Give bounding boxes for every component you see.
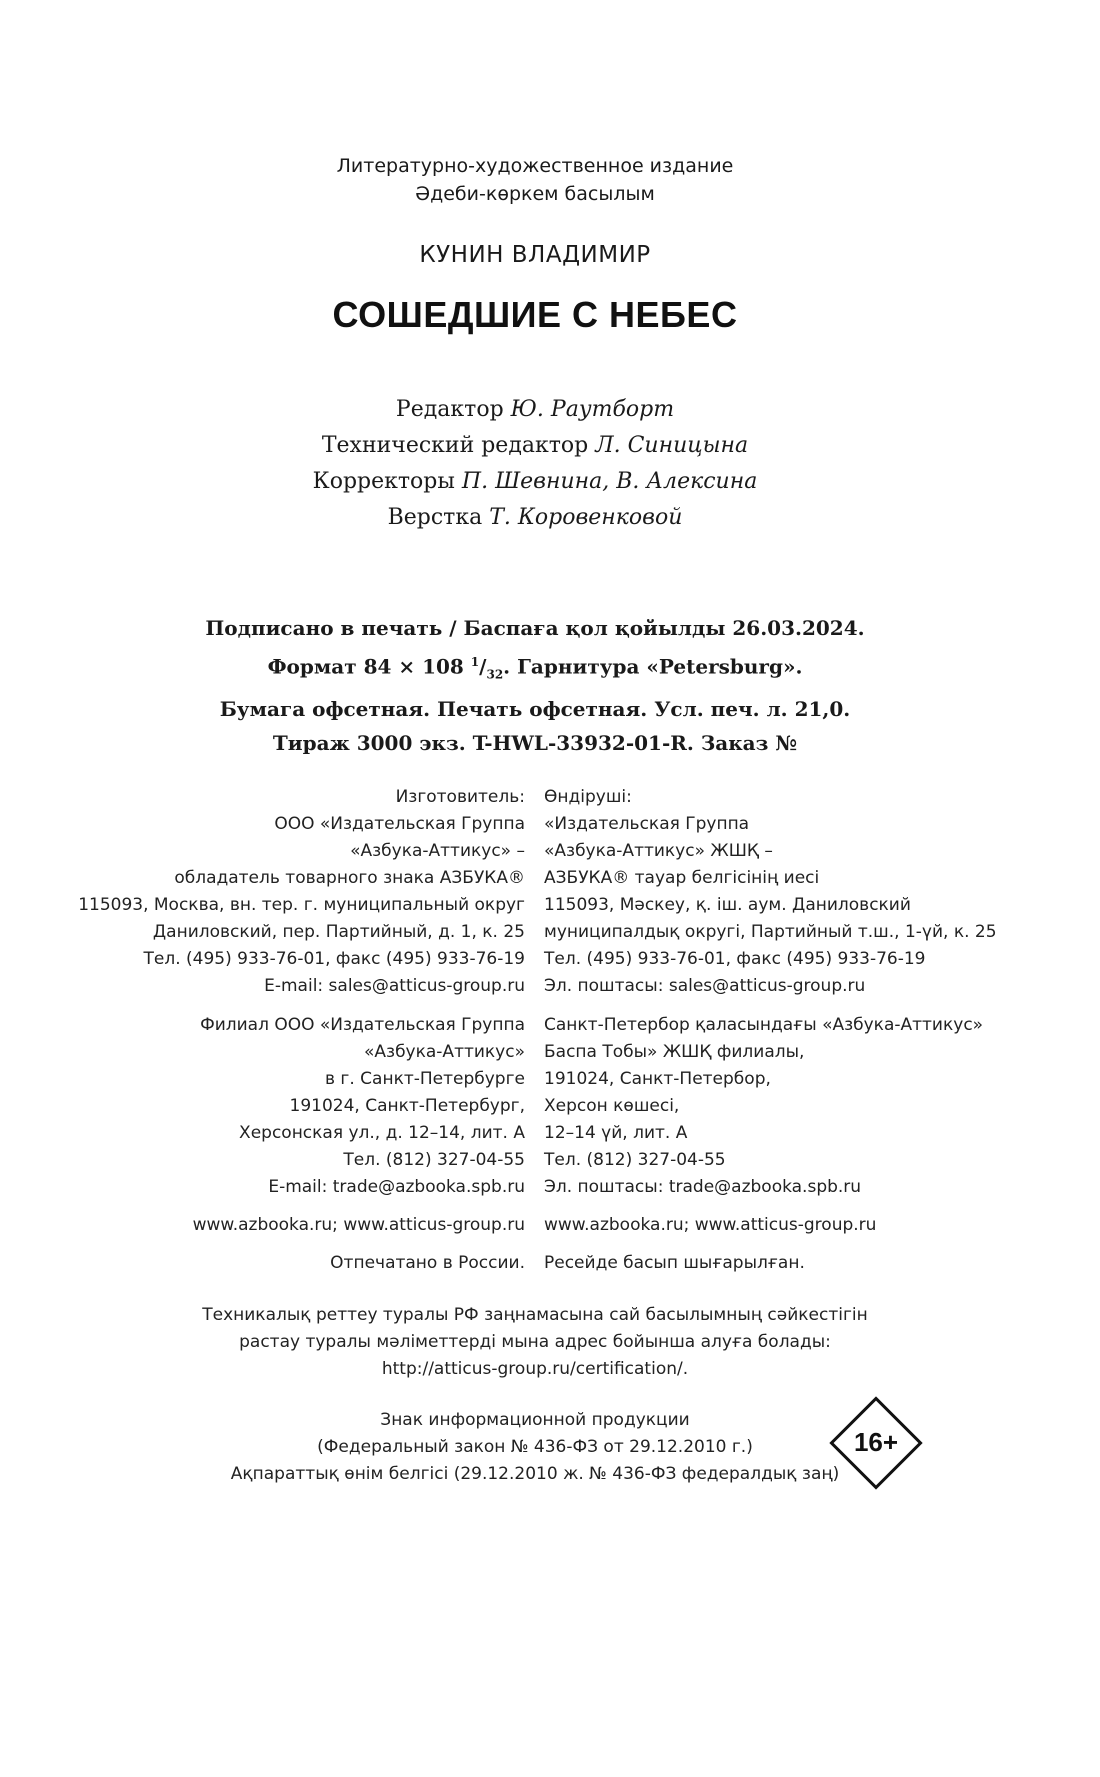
staff-role: Верстка <box>387 505 483 530</box>
imprint-line: Тел. (812) 327-04-55 <box>343 1150 525 1170</box>
format-fraction-numerator: 1 <box>470 655 480 669</box>
edition-header <box>0 152 1070 208</box>
author-name: КУНИН ВЛАДИМИР <box>419 242 651 268</box>
print-line-4: Тираж 3000 экз. T-HWL-33932-01-R. Заказ № <box>272 730 798 755</box>
manufacturer-kz <box>544 784 997 1000</box>
imprint-line: «Издательская Группа <box>544 814 750 834</box>
manufacturer-ru <box>78 784 525 1000</box>
imprint-line: Эл. поштасы: trade@azbooka.spb.ru <box>544 1177 862 1197</box>
imprint-line: 12–14 үй, лит. А <box>544 1123 688 1143</box>
printed-kz: Ресейде басып шығарылған. <box>544 1253 805 1273</box>
print-line-1: Подписано в печать / Баспаға қол қойылды 26.03.2024. <box>205 616 865 640</box>
print-info <box>0 611 1070 760</box>
printed-ru: Отпечатано в России. <box>330 1253 525 1273</box>
branch-ru <box>200 1012 525 1201</box>
staff-name: П. Шевнина, В. Алексина <box>461 469 758 494</box>
staff-line <box>0 464 1070 500</box>
edition-type-kz: Әдеби-көркем басылым <box>415 183 655 205</box>
imprint-line: «Азбука-Аттикус» ЖШҚ – <box>544 841 773 861</box>
imprint-line: 191024, Санкт-Петербург, <box>289 1096 525 1116</box>
imprint-line: Санкт-Петербор қаласындағы «Азбука-Аттикус» <box>544 1015 984 1035</box>
print-line-3: Бумага офсетная. Печать офсетная. Усл. печ. л. 21,0. <box>219 696 851 721</box>
imprint-line: Баспа Тобы» ЖШҚ филиалы, <box>544 1042 805 1062</box>
certification-url: http://atticus-group.ru/certification/. <box>381 1359 689 1379</box>
imprint-line: Херсон көшесі, <box>544 1096 680 1116</box>
imprint-line: E-mail: trade@azbooka.spb.ru <box>268 1177 525 1197</box>
format-text: Формат 84 × 108 <box>267 654 471 679</box>
info-sign-line: Знак информационной продукции <box>380 1410 690 1430</box>
staff-name: Ю. Раутборт <box>510 397 675 422</box>
imprint-line: Изготовитель: <box>395 787 525 807</box>
certification-line: Техникалық реттеу туралы РФ заңнамасына сай басылымның сәйкестігін <box>202 1305 868 1325</box>
imprint-line: «Азбука-Аттикус» – <box>350 841 525 861</box>
imprint-line: 191024, Санкт-Петербор, <box>544 1069 771 1089</box>
info-sign-line: Ақпараттық өнім белгісі (29.12.2010 ж. № 436-ФЗ федералдық заң) <box>230 1464 840 1484</box>
staff-name: Л. Синицына <box>595 433 749 458</box>
staff-credits <box>0 392 1070 536</box>
typeface-text: . Гарнитура «Petersburg». <box>503 654 803 679</box>
print-line-2: Формат 84 × 108 $^1/_{32}$. Гарнитура «Petersburg». <box>267 654 803 682</box>
websites-ru: www.azbooka.ru; www.atticus-group.ru <box>192 1215 525 1235</box>
edition-type-ru: Литературно-художественное издание <box>336 155 734 177</box>
websites-kz: www.azbooka.ru; www.atticus-group.ru <box>544 1215 877 1235</box>
imprint-line: АЗБУКА® тауар белгісінің иесі <box>544 868 820 888</box>
imprint-line: 115093, Москва, вн. тер. г. муниципальный округ <box>78 895 525 915</box>
imprint-line: обладатель товарного знака АЗБУКА® <box>174 868 525 888</box>
imprint-line: Эл. поштасы: sales@atticus-group.ru <box>544 976 866 996</box>
certification-line: растау туралы мәліметтерді мына адрес бойынша алуға болады: <box>239 1332 831 1352</box>
imprint-line: муниципалдық округі, Партийный т.ш., 1-үй, к. 25 <box>544 922 997 942</box>
imprint-line: в г. Санкт-Петербурге <box>325 1069 525 1089</box>
book-title: СОШЕДШИЕ С НЕБЕС <box>332 294 738 335</box>
imprint-line: E-mail: sales@atticus-group.ru <box>264 976 525 996</box>
staff-name: Т. Коровенковой <box>489 505 683 530</box>
staff-line <box>0 428 1070 464</box>
info-sign-line: (Федеральный закон № 436-ФЗ от 29.12.2010 г.) <box>317 1437 753 1457</box>
format-fraction-denominator: 32 <box>486 667 504 682</box>
certification-note <box>0 1302 1070 1383</box>
staff-role: Технический редактор <box>321 433 589 458</box>
imprint-line: ООО «Издательская Группа <box>274 814 525 834</box>
imprint-line: Өндіруші: <box>544 787 632 807</box>
imprint-line: Тел. (495) 933-76-01, факс (495) 933-76-19 <box>544 949 926 969</box>
branch-kz <box>544 1012 983 1201</box>
imprint-line: Тел. (495) 933-76-01, факс (495) 933-76-19 <box>143 949 525 969</box>
imprint-line: Херсонская ул., д. 12–14, лит. А <box>239 1123 525 1143</box>
staff-role: Редактор <box>395 397 504 422</box>
staff-line <box>0 392 1070 428</box>
staff-line <box>0 500 1070 536</box>
imprint-line: Тел. (812) 327-04-55 <box>544 1150 726 1170</box>
imprint-line: «Азбука-Аттикус» <box>364 1042 525 1062</box>
imprint-line: Филиал ООО «Издательская Группа <box>200 1015 525 1035</box>
staff-role: Корректоры <box>312 469 455 494</box>
imprint-line: 115093, Мәскеу, қ. іш. аум. Даниловский <box>544 895 911 915</box>
imprint-line: Даниловский, пер. Партийный, д. 1, к. 25 <box>152 922 525 942</box>
age-rating-label: 16+ <box>853 1427 899 1457</box>
